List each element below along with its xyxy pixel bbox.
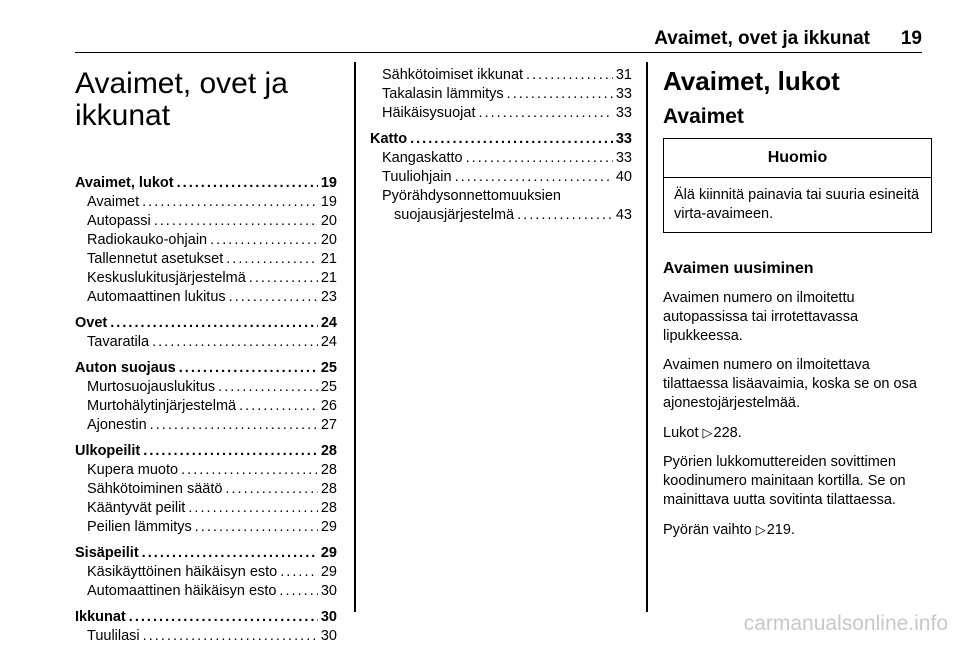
toc-entry-page: 20 [320, 232, 337, 248]
toc-entry-title: Ovet [75, 315, 108, 331]
subsection-title: Avaimet [663, 105, 744, 128]
toc-entry-title: Häikäisysuojat [382, 105, 476, 121]
toc-dot-leader [210, 231, 318, 250]
toc-entry-page: 19 [320, 194, 337, 210]
toc-entry-page: 30 [320, 583, 337, 599]
toc-entry-title: Sisäpeilit [75, 545, 139, 561]
toc-entry-title: Kääntyvät peilit [87, 500, 186, 516]
toc-entry-title: Sähkötoiminen säätö [87, 481, 223, 497]
toc-entry-page: 40 [615, 169, 632, 185]
toc-dot-leader [143, 627, 318, 646]
toc-dot-leader [177, 174, 318, 193]
running-title: Avaimet, ovet ja ikkunat [654, 28, 870, 49]
reference-wheel-change[interactable] [663, 520, 931, 540]
toc-dot-leader [154, 212, 318, 231]
toc-entry[interactable] [370, 168, 632, 187]
toc-entry[interactable] [370, 130, 632, 149]
toc-entry-title: Ikkunat [75, 609, 126, 625]
chapter-title [75, 68, 337, 132]
toc-entry[interactable] [75, 250, 337, 269]
note-text: Älä kiinnitä painavia tai suuria esineitä virta-avaimeen. [674, 187, 920, 222]
toc-dot-leader [455, 168, 613, 187]
reference-locks[interactable] [663, 423, 931, 443]
toc-entry-page: 27 [320, 417, 337, 433]
toc-entry-title: Kupera muoto [87, 462, 179, 478]
toc-entry[interactable] [75, 627, 337, 646]
page-header [75, 26, 922, 53]
toc-entry[interactable] [75, 314, 337, 333]
toc-entry-page: 33 [615, 131, 632, 147]
paragraph-key-number: Avaimen numero on ilmoitettu autopassissa tai irrotettavassa lipukkeessa. [663, 290, 859, 344]
toc-entry-title: Kangaskatto [382, 150, 463, 166]
toc-entry[interactable] [75, 231, 337, 250]
reference-locks-page: 228. [713, 425, 742, 441]
toc-entry-title: Avaimet, lukot [75, 175, 174, 191]
toc-entry-page: 31 [615, 67, 632, 83]
toc-entry[interactable] [75, 333, 337, 352]
toc-dot-leader [279, 582, 317, 601]
toc-dot-leader [142, 193, 318, 212]
chapter-title-line-1: Avaimet, ovet ja [75, 67, 288, 100]
paragraph-wheel-lock: Pyörien lukkomuttereiden sovittimen koodinumero mainitaan kortilla. Se on mainittava uutta sovitinta tilattaessa. [663, 454, 906, 508]
arrow-reference-icon: ▷ [702, 425, 713, 440]
column-2 [370, 66, 632, 225]
toc-entry-title: Radiokauko-ohjain [87, 232, 208, 248]
toc-entry[interactable] [75, 442, 337, 461]
heading-key-replacement: Avaimen uusiminen [663, 260, 814, 277]
toc-dot-leader [280, 563, 318, 582]
toc-entry[interactable] [75, 269, 337, 288]
toc-entry-title: Automaattinen häikäisyn esto [87, 583, 277, 599]
toc-entry-page: 30 [320, 609, 337, 625]
table-of-contents-continued [370, 66, 632, 225]
toc-entry-title: Ulkopeilit [75, 443, 141, 459]
toc-entry-page: 25 [320, 360, 337, 376]
watermark: carmanualsonline.info [743, 612, 948, 635]
toc-entry[interactable] [370, 104, 632, 123]
toc-dot-leader [142, 544, 318, 563]
toc-dot-leader [249, 269, 318, 288]
toc-entry-title: Käsikäyttöinen häikäisyn esto [87, 564, 278, 580]
toc-dot-leader [150, 416, 318, 435]
toc-entry[interactable] [75, 378, 337, 397]
toc-entry[interactable] [75, 563, 337, 582]
toc-dot-leader [479, 104, 613, 123]
toc-entry-title: Ajonestin [87, 417, 147, 433]
toc-entry[interactable] [75, 518, 337, 537]
toc-dot-leader [195, 518, 318, 537]
toc-entry[interactable] [75, 608, 337, 627]
toc-entry[interactable] [75, 288, 337, 307]
toc-entry-title: Murtosuojauslukitus [87, 379, 216, 395]
toc-entry-page: 28 [320, 500, 337, 516]
toc-entry-page: 21 [320, 270, 337, 286]
toc-dot-leader [517, 206, 613, 225]
toc-entry-title: Murtohälytinjärjestelmä [87, 398, 237, 414]
toc-dot-leader [526, 66, 613, 85]
toc-entry[interactable] [75, 582, 337, 601]
toc-entry-page: 26 [320, 398, 337, 414]
page-number: 19 [900, 28, 922, 49]
toc-entry-title: Katto [370, 131, 408, 147]
toc-entry-title: Pyörähdysonnettomuuksien [382, 188, 561, 204]
toc-dot-leader [410, 130, 613, 149]
toc-entry-page: 43 [615, 207, 632, 223]
toc-entry-page: 30 [320, 628, 337, 644]
toc-dot-leader [226, 250, 318, 269]
toc-entry-page: 21 [320, 251, 337, 267]
toc-entry-page: 29 [320, 519, 337, 535]
toc-dot-leader [152, 333, 318, 352]
toc-entry-page: 28 [320, 462, 337, 478]
toc-entry-title: Auton suojaus [75, 360, 176, 376]
toc-entry-title: Sähkötoimiset ikkunat [382, 67, 524, 83]
toc-dot-leader [181, 461, 318, 480]
toc-entry[interactable] [75, 499, 337, 518]
toc-entry-page: 33 [615, 150, 632, 166]
toc-entry-page: 28 [320, 443, 337, 459]
toc-entry[interactable] [75, 212, 337, 231]
toc-entry-page: 33 [615, 105, 632, 121]
toc-entry[interactable] [75, 544, 337, 563]
toc-entry-title: Automaattinen lukitus [87, 289, 226, 305]
toc-entry[interactable] [370, 66, 632, 85]
toc-entry-title: Tallennetut asetukset [87, 251, 224, 267]
toc-dot-leader [466, 149, 613, 168]
chapter-title-line-2: ikkunat [75, 99, 171, 132]
toc-entry[interactable] [75, 359, 337, 378]
toc-entry-page: 29 [320, 545, 337, 561]
toc-dot-leader [129, 608, 318, 627]
toc-entry-title: Tavaratila [87, 334, 150, 350]
toc-entry-title: Peilien lämmitys [87, 519, 192, 535]
reference-wheel-change-page: 219. [766, 522, 795, 538]
toc-entry-page: 23 [320, 289, 337, 305]
toc-entry-page: 24 [320, 315, 337, 331]
toc-entry-title: Keskuslukitusjärjestelmä [87, 270, 246, 286]
note-box [663, 138, 932, 233]
toc-entry-title: Takalasin lämmitys [382, 86, 504, 102]
toc-entry-title: Autopassi [87, 213, 151, 229]
column-1 [75, 62, 337, 646]
toc-entry[interactable] [75, 193, 337, 212]
toc-entry-page: 29 [320, 564, 337, 580]
toc-entry-title: Tuuliohjain [382, 169, 452, 185]
toc-dot-leader [239, 397, 318, 416]
toc-dot-leader [110, 314, 318, 333]
toc-entry-page: 25 [320, 379, 337, 395]
toc-entry-page: 20 [320, 213, 337, 229]
toc-entry-page: 19 [320, 175, 337, 191]
note-heading: Huomio [664, 139, 931, 178]
toc-entry-title: Tuulilasi [87, 628, 140, 644]
toc-entry[interactable] [370, 85, 632, 104]
table-of-contents [75, 174, 337, 646]
toc-entry[interactable] [370, 149, 632, 168]
column-3 [663, 66, 931, 540]
toc-dot-leader [179, 359, 318, 378]
toc-dot-leader [143, 442, 318, 461]
toc-entry[interactable] [75, 174, 337, 193]
reference-locks-text: Lukot [663, 425, 699, 441]
column-divider-1 [354, 62, 356, 612]
column-divider-2 [646, 62, 648, 612]
reference-wheel-change-text: Pyörän vaihto [663, 522, 752, 538]
toc-entry[interactable] [75, 397, 337, 416]
toc-dot-leader [188, 499, 318, 518]
toc-dot-leader [507, 85, 613, 104]
toc-entry[interactable] [75, 480, 337, 499]
toc-entry[interactable] [75, 461, 337, 480]
toc-dot-leader [225, 480, 317, 499]
toc-entry-title: Avaimet [87, 194, 140, 210]
toc-dot-leader [218, 378, 318, 397]
arrow-reference-icon: ▷ [755, 522, 766, 537]
toc-dot-leader [229, 288, 318, 307]
toc-entry-page: 33 [615, 86, 632, 102]
section-title: Avaimet, lukot [663, 66, 840, 96]
toc-entry[interactable] [370, 206, 632, 225]
paragraph-order-keys: Avaimen numero on ilmoitettava tilattaessa lisäavaimia, koska se on osa ajonestojärjestelmää. [663, 357, 917, 411]
toc-entry-page: 28 [320, 481, 337, 497]
toc-entry[interactable] [370, 187, 632, 206]
toc-entry[interactable] [75, 416, 337, 435]
toc-entry-title: suojausjärjestelmä [394, 207, 515, 223]
toc-entry-page: 24 [320, 334, 337, 350]
